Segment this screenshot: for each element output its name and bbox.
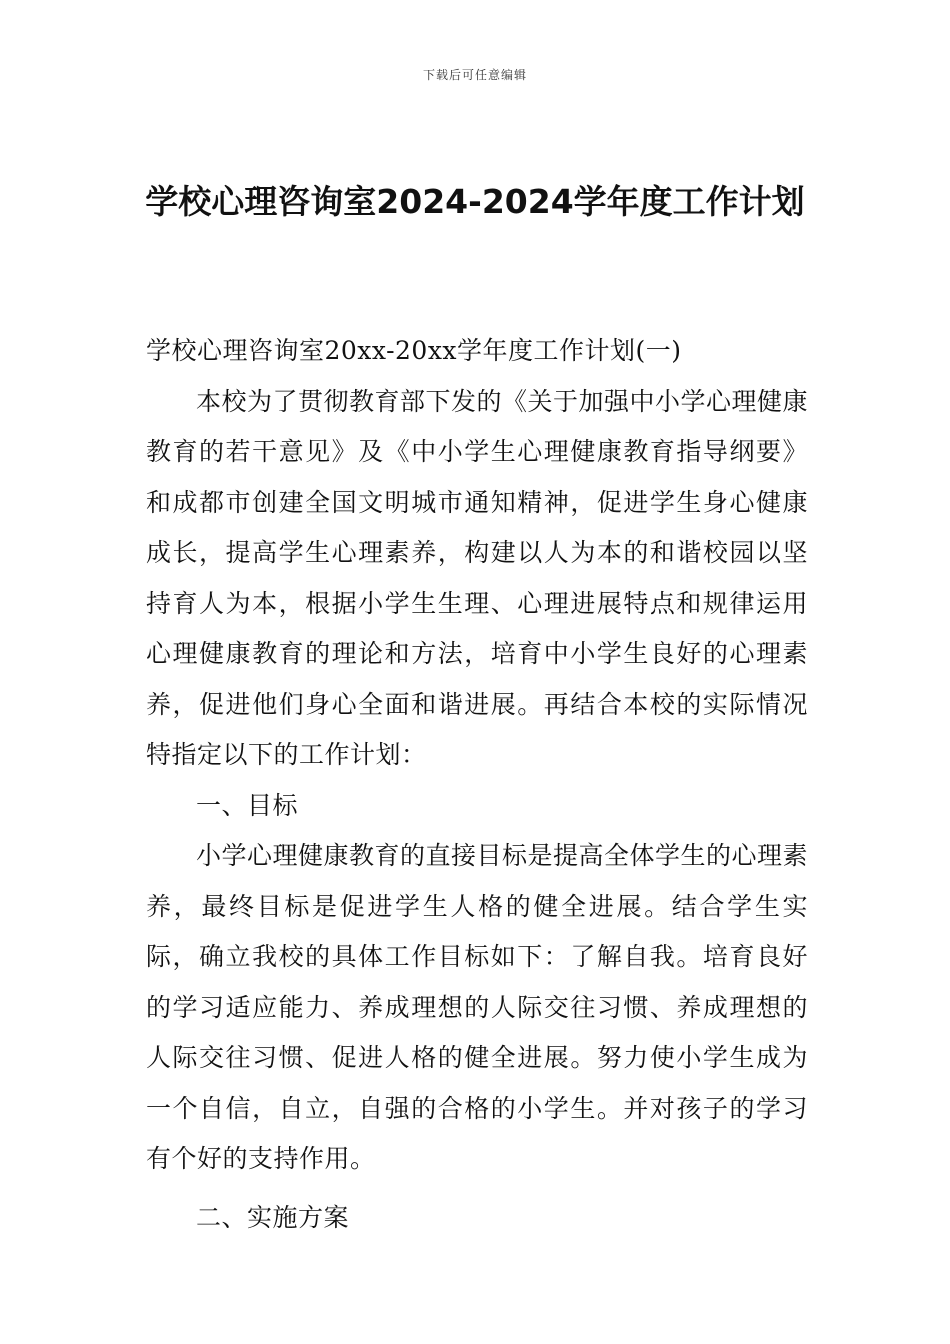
- document-title: 学校心理咨询室2024-2024学年度工作计划: [145, 182, 805, 221]
- intro-paragraph: 本校为了贯彻教育部下发的《关于加强中小学心理健康教育的若干意见》及《中小学生心理健康教育指导纲要》和成都市创建全国文明城市通知精神，促进学生身心健康成长，提高学生心理素养，构建以人为本的和谐校园以坚持育人为本，根据小学生生理、心理进展特点和规律运用心理健康教育的理论和方法，培育中小学生良好的心理素养，促进他们身心全面和谐进展。再结合本校的实际情况特指定以下的工作计划：: [146, 386, 809, 769]
- header-note: 下载后可任意编辑: [422, 68, 527, 82]
- section-heading-goals: 一、目标: [196, 790, 299, 820]
- subtitle: 学校心理咨询室20xx-20xx学年度工作计划(一): [146, 336, 682, 365]
- goals-paragraph: 小学心理健康教育的直接目标是提高全体学生的心理素养，最终目标是促进学生人格的健全进展。结合学生实际，确立我校的具体工作目标如下：了解自我。培育良好的学习适应能力、养成理想的人际交往习惯、养成理想的人际交往习惯、促进人格的健全进展。努力使小学生成为一个自信，自立，自强的合格的小学生。并对孩子的学习有个好的支持作用。: [146, 841, 809, 1173]
- section-heading-implementation: 二、实施方案: [196, 1202, 350, 1232]
- document-body: [146, 326, 808, 1243]
